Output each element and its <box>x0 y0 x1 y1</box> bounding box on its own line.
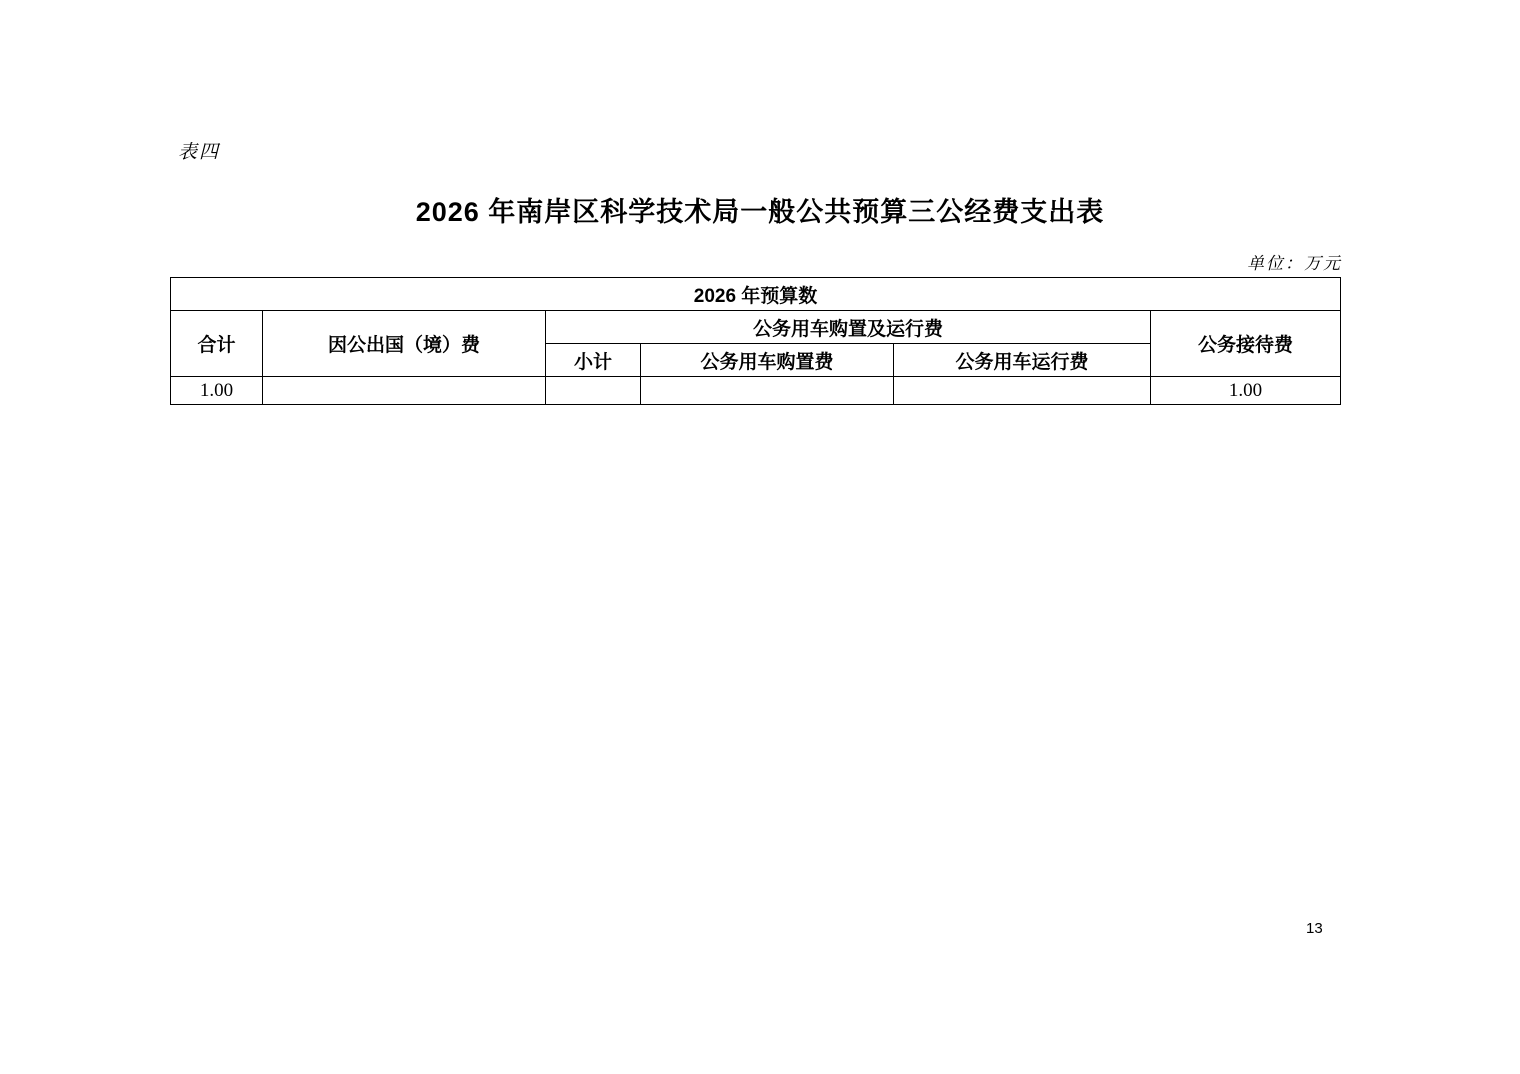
cell-vehicle-operation <box>894 377 1151 405</box>
table-row <box>171 278 1341 311</box>
cell-total: 1.00 <box>171 377 263 405</box>
budget-table <box>170 277 1341 405</box>
cell-abroad-expense <box>263 377 546 405</box>
table-row <box>171 377 1341 405</box>
cell-vehicle-subtotal <box>546 377 641 405</box>
table-number-label: 表四 <box>178 142 221 163</box>
header-year-budget: 2026 年预算数 <box>171 278 1341 311</box>
cell-reception-expense: 1.00 <box>1151 377 1341 405</box>
page-title: 2026 年南岸区科学技术局一般公共预算三公经费支出表 <box>415 197 1105 227</box>
cell-vehicle-purchase <box>641 377 894 405</box>
header-vehicle-purchase: 公务用车购置费 <box>641 344 894 377</box>
header-vehicle-group: 公务用车购置及运行费 <box>546 311 1151 344</box>
unit-note: 单位：万元 <box>1247 254 1342 273</box>
header-reception-expense: 公务接待费 <box>1151 311 1341 377</box>
header-vehicle-subtotal: 小计 <box>546 344 641 377</box>
header-total: 合计 <box>171 311 263 377</box>
page-number: 13 <box>1306 920 1323 937</box>
table-row <box>171 311 1341 344</box>
header-abroad-expense: 因公出国（境）费 <box>263 311 546 377</box>
header-vehicle-operation: 公务用车运行费 <box>894 344 1151 377</box>
